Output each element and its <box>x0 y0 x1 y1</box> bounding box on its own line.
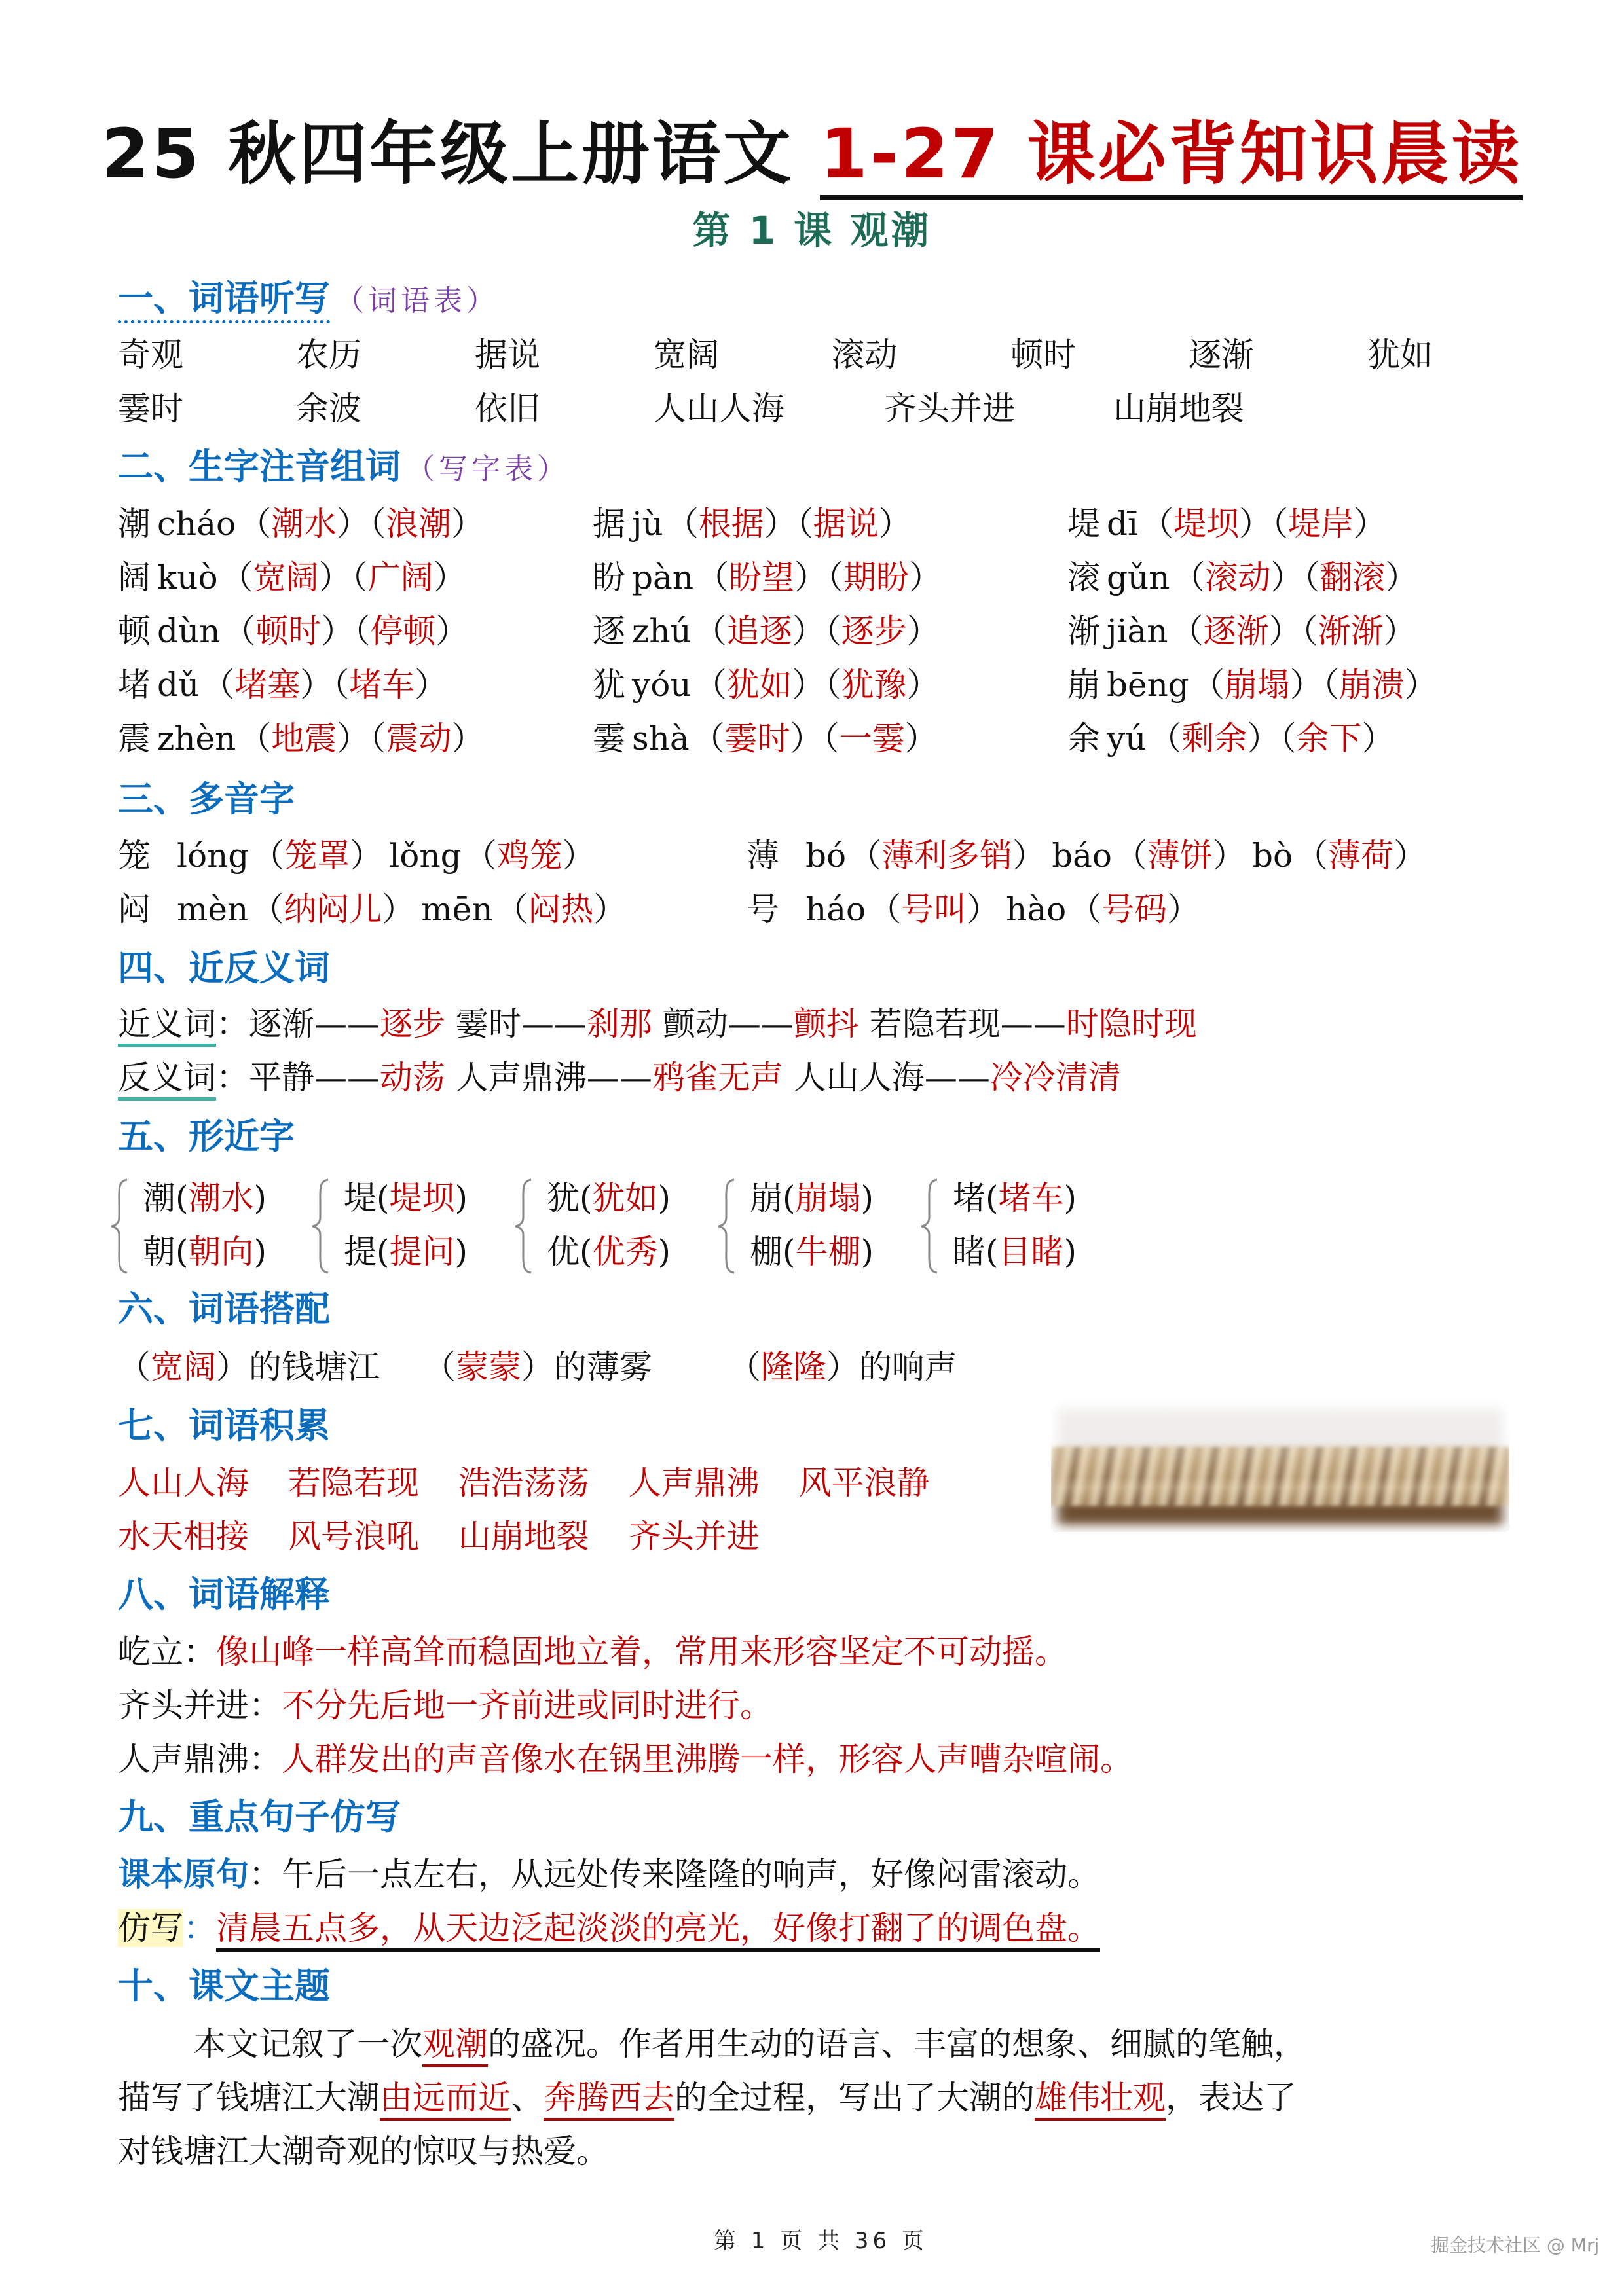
term: 齐头并进： <box>118 1686 282 1724</box>
word: 颤动 <box>662 1005 728 1043</box>
word: 优秀 <box>592 1233 658 1271</box>
group-bottom: 朝(朝向) <box>143 1233 267 1271</box>
word: 地震 <box>271 720 337 757</box>
word: 堤岸 <box>1288 505 1354 543</box>
text: 本文记叙了一次 <box>193 2025 422 2063</box>
word: 逐渐 <box>1189 336 1254 374</box>
word: 霎时 <box>455 1005 521 1043</box>
colon: ： <box>216 1005 249 1043</box>
text: 描写了钱塘江大潮 <box>118 2079 380 2117</box>
answer: 刹那 <box>586 1005 652 1043</box>
answer: 蒙蒙 <box>455 1348 521 1386</box>
definition: 像山峰一样高耸而稳固地立着，常用来形容坚定不可动摇。 <box>216 1633 1067 1671</box>
char: 顿 <box>118 612 151 650</box>
term: 人声鼎沸： <box>118 1740 282 1778</box>
tide-image <box>1051 1401 1509 1532</box>
answer: 宽阔 <box>151 1348 216 1386</box>
highlight: 由远而近 <box>380 2079 511 2121</box>
definition-row <box>118 1733 1133 1785</box>
word: 霎时 <box>118 390 183 428</box>
word: 犹豫 <box>841 666 907 704</box>
highlight: 奔腾西去 <box>544 2079 674 2121</box>
title-red: 1-27 课必背知识晨读 <box>820 114 1522 200</box>
definition-row <box>118 1626 1067 1678</box>
char: 犹 <box>547 1179 580 1217</box>
section-1-title: 一、词语听写 <box>118 278 330 323</box>
watermark: 掘金技术社区 @ Mrj <box>1431 2234 1600 2256</box>
word: 追逐 <box>726 612 792 650</box>
group-bottom: 优(优秀) <box>547 1233 671 1271</box>
word: 薄荷 <box>1328 837 1394 875</box>
word: 牛棚 <box>795 1233 861 1271</box>
pinyin: mēn <box>421 890 493 928</box>
pinyin: báo <box>1052 837 1113 875</box>
collocation-item: （宽阔）的钱塘江 <box>118 1348 380 1386</box>
section-2-title: 二、生字注音组词 <box>118 446 401 487</box>
word: 笼罩 <box>284 837 350 875</box>
highlight: 雄伟壮观 <box>1035 2079 1166 2121</box>
synonyms-row <box>118 998 1197 1050</box>
word: 齐头并进 <box>884 390 1015 428</box>
word: 滚动 <box>1205 558 1271 596</box>
original-label: 课本原句 <box>118 1855 249 1893</box>
word: 逐渐 <box>249 1005 314 1043</box>
dash: —— <box>586 1059 652 1097</box>
section-9-heading: 九、重点句子仿写 <box>118 1796 401 1838</box>
section-4-heading: 四、近反义词 <box>118 947 330 989</box>
pinyin: mèn <box>177 890 249 928</box>
word: 渐渐 <box>1318 612 1384 650</box>
pinyin-item: 潮 cháo（潮水）（浪潮） <box>118 505 485 543</box>
pinyin: dī <box>1107 505 1138 543</box>
pinyin: yú <box>1107 720 1147 757</box>
brace-icon <box>920 1177 940 1275</box>
section-2-heading <box>118 442 570 494</box>
char: 堤 <box>344 1179 377 1217</box>
word: 人山人海 <box>793 1059 925 1097</box>
group-top: 堤(堤坝) <box>344 1179 468 1217</box>
word: 盼望 <box>729 558 795 596</box>
page-title <box>0 111 1624 196</box>
imitation-row <box>118 1902 1100 1954</box>
polyphone-item: 薄 bó（薄利多销） báo（薄饼） bò（薄荷） <box>747 837 1427 875</box>
dash: —— <box>314 1059 380 1097</box>
idiom-row-2 <box>118 1510 760 1563</box>
brace-icon <box>514 1177 534 1275</box>
word: 据说 <box>475 336 540 374</box>
word: 滚动 <box>832 336 897 374</box>
definition: 不分先后地一齐前进或同时进行。 <box>282 1686 773 1724</box>
theme-line-3: 对钱塘江大潮奇观的惊叹与热爱。 <box>118 2132 609 2170</box>
char: 笼 <box>118 837 151 875</box>
char: 盼 <box>593 558 625 596</box>
word: 期盼 <box>843 558 910 596</box>
pinyin: yóu <box>632 666 692 704</box>
page-number: 第 1 页 共 36 页 <box>714 2228 928 2254</box>
brace-icon <box>110 1177 130 1275</box>
pinyin: hào <box>1006 890 1067 928</box>
pinyin-item: 滚 gǔn（滚动）（翻滚） <box>1067 558 1418 596</box>
text: ，表达了 <box>1166 2079 1297 2117</box>
char: 潮 <box>143 1179 175 1217</box>
pinyin: jiàn <box>1107 612 1168 650</box>
word: 潮水 <box>188 1179 254 1217</box>
imitation-label: 仿写 <box>118 1909 183 1947</box>
group-top: 犹(犹如) <box>547 1179 671 1217</box>
pinyin: shà <box>632 720 690 757</box>
group-bottom: 睹(目睹) <box>953 1233 1077 1271</box>
definition-row <box>118 1679 773 1732</box>
section-10-heading: 十、课文主题 <box>118 1965 330 2007</box>
char: 犹 <box>593 666 625 704</box>
word: 逐渐 <box>1203 612 1269 650</box>
theme-line-2 <box>118 2071 1297 2124</box>
word: 逐步 <box>841 612 907 650</box>
original-sentence-row <box>118 1848 1100 1901</box>
pinyin: lǒng <box>389 837 462 875</box>
char: 据 <box>593 505 625 543</box>
dash: —— <box>521 1005 587 1043</box>
char: 崩 <box>750 1179 783 1217</box>
pinyin-item: 据 jù（根据）（据说） <box>593 505 912 543</box>
word: 人声鼎沸 <box>455 1059 587 1097</box>
word: 农历 <box>296 336 361 374</box>
char: 薄 <box>747 837 779 875</box>
section-8-heading: 八、词语解释 <box>118 1574 330 1615</box>
idiom-row-1 <box>118 1457 930 1509</box>
text: 的盛况。作者用生动的语言、丰富的想象、细腻的笔触， <box>488 2025 1306 2063</box>
title-black: 25 秋四年级上册语文 <box>101 114 821 194</box>
phrase: 的响声 <box>858 1348 957 1386</box>
lesson-title: 第 1 课 观潮 <box>692 208 932 253</box>
word: 奇观 <box>118 336 183 374</box>
char: 余 <box>1067 720 1100 757</box>
collocation-item: （隆隆）的响声 <box>728 1348 957 1386</box>
answer: 隆隆 <box>760 1348 826 1386</box>
word: 潮水 <box>271 505 337 543</box>
term: 屹立： <box>118 1633 216 1671</box>
word: 宽阔 <box>654 336 719 374</box>
pinyin: háo <box>805 890 866 928</box>
dash: —— <box>314 1005 380 1043</box>
pinyin-item: 堵 dǔ（堵塞）（堵车） <box>118 666 448 704</box>
answer: 冷冷清清 <box>989 1059 1121 1097</box>
pinyin: dǔ <box>157 666 200 704</box>
highlight: 观潮 <box>422 2025 488 2067</box>
pinyin: pàn <box>632 558 694 596</box>
idiom: 人山人海 <box>118 1464 249 1502</box>
answer: 时隐时现 <box>1065 1005 1197 1043</box>
word: 薄利多销 <box>881 837 1013 875</box>
dash: —— <box>1000 1005 1066 1043</box>
polyphone-item: 笼 lóng（笼罩） lǒng（鸡笼） <box>118 837 595 875</box>
idiom: 风号浪吼 <box>287 1518 419 1556</box>
pinyin: zhèn <box>157 720 236 757</box>
word: 平静 <box>249 1059 314 1097</box>
pinyin-item: 霎 shà（霎时）（一霎） <box>593 720 938 757</box>
section-3-heading: 三、多音字 <box>118 778 295 820</box>
idiom: 齐头并进 <box>628 1518 760 1556</box>
pinyin-item: 渐 jiàn（逐渐）（渐渐） <box>1067 612 1416 650</box>
word: 依旧 <box>475 390 540 428</box>
word: 顿时 <box>255 612 322 650</box>
word: 犹如 <box>592 1179 658 1217</box>
tide-foam <box>1051 1447 1509 1506</box>
brace-icon <box>311 1177 331 1275</box>
answer: 动荡 <box>380 1059 445 1097</box>
word: 若隐若现 <box>869 1005 1001 1043</box>
word: 提问 <box>389 1233 455 1271</box>
char: 棚 <box>750 1233 783 1271</box>
word: 翻滚 <box>1320 558 1386 596</box>
word: 崩塌 <box>1224 666 1290 704</box>
pinyin: cháo <box>157 505 236 543</box>
word: 鸡笼 <box>496 837 563 875</box>
answer: 逐步 <box>380 1005 445 1043</box>
synonyms-label: 近义词 <box>118 1005 216 1047</box>
pinyin: bó <box>805 837 847 875</box>
collocation-item: （蒙蒙）的薄雾 <box>422 1348 652 1386</box>
idiom: 水天相接 <box>118 1518 249 1556</box>
word: 崩溃 <box>1338 666 1405 704</box>
char: 睹 <box>953 1233 986 1271</box>
answer: 颤抖 <box>793 1005 859 1043</box>
word: 堤坝 <box>1173 505 1239 543</box>
word: 宽阔 <box>253 558 319 596</box>
word: 顿时 <box>1010 336 1076 374</box>
word: 堵车 <box>349 666 415 704</box>
word: 据说 <box>813 505 879 543</box>
section-1-heading <box>118 274 499 326</box>
section-6-heading: 六、词语搭配 <box>118 1288 330 1330</box>
word: 薄饼 <box>1147 837 1213 875</box>
original-text: 午后一点左右，从远处传来隆隆的响声，好像闷雷滚动。 <box>282 1855 1100 1893</box>
char: 渐 <box>1067 612 1100 650</box>
pinyin-item: 犹 yóu（犹如）（犹豫） <box>593 666 940 704</box>
char: 潮 <box>118 505 151 543</box>
text: 的全过程，写出了大潮的 <box>674 2079 1035 2117</box>
section-1-note: （词语表） <box>335 284 499 318</box>
word: 闷热 <box>528 890 594 928</box>
word: 犹如 <box>1367 336 1433 374</box>
pinyin-item: 堤 dī（堤坝）（堤岸） <box>1067 505 1386 543</box>
char: 震 <box>118 720 151 757</box>
word: 霎时 <box>724 720 790 757</box>
group-bottom: 提(提问) <box>344 1233 468 1271</box>
collocation-row <box>118 1341 957 1393</box>
pinyin: kuò <box>157 558 218 596</box>
pinyin-item: 顿 dùn（顿时）（停顿） <box>118 612 469 650</box>
char: 霎 <box>593 720 625 757</box>
brace-icon <box>717 1177 737 1275</box>
char: 闷 <box>118 890 151 928</box>
word: 纳闷儿 <box>284 890 382 928</box>
char: 提 <box>344 1233 377 1271</box>
pinyin-item: 逐 zhú（追逐）（逐步） <box>593 612 940 650</box>
phrase: 的薄雾 <box>553 1348 652 1386</box>
dash: —— <box>728 1005 794 1043</box>
char: 堤 <box>1067 505 1100 543</box>
text: 、 <box>511 2079 544 2117</box>
char: 堵 <box>953 1179 986 1217</box>
pinyin: zhú <box>632 612 692 650</box>
word: 目睹 <box>998 1233 1064 1271</box>
word: 崩塌 <box>795 1179 861 1217</box>
word: 朝向 <box>188 1233 254 1271</box>
pinyin: bò <box>1252 837 1293 875</box>
pinyin: bēng <box>1107 666 1189 704</box>
section-7-heading: 七、词语积累 <box>118 1405 330 1446</box>
word: 余下 <box>1296 720 1362 757</box>
colon: ： <box>216 1059 249 1097</box>
dash: —— <box>924 1059 990 1097</box>
idiom: 山崩地裂 <box>458 1518 589 1556</box>
pinyin: lóng <box>177 837 249 875</box>
word: 广阔 <box>367 558 434 596</box>
pinyin-item: 余 yú（剩余）（余下） <box>1067 720 1395 757</box>
phrase: 的钱塘江 <box>249 1348 380 1386</box>
word: 号叫 <box>901 890 967 928</box>
antonyms-label: 反义词 <box>118 1059 216 1101</box>
pinyin: dùn <box>157 612 221 650</box>
answer: 鸦雀无声 <box>652 1059 783 1097</box>
word: 震动 <box>386 720 452 757</box>
imitation-text: 清晨五点多，从天边泛起淡淡的亮光，好像打翻了的调色盘。 <box>216 1909 1100 1952</box>
group-top: 堵(堵车) <box>953 1179 1077 1217</box>
char: 崩 <box>1067 666 1100 704</box>
pinyin-item: 盼 pàn（盼望）（期盼） <box>593 558 942 596</box>
word: 堤坝 <box>389 1179 455 1217</box>
theme-line-1 <box>193 2018 1306 2070</box>
definition: 人群发出的声音像水在锅里沸腾一样，形容人声嘈杂喧闹。 <box>282 1740 1133 1778</box>
word: 堵车 <box>998 1179 1064 1217</box>
group-top: 潮(潮水) <box>143 1179 267 1217</box>
word: 停顿 <box>370 612 436 650</box>
section-5-heading: 五、形近字 <box>118 1116 295 1157</box>
char: 号 <box>747 890 779 928</box>
word: 号码 <box>1101 890 1168 928</box>
char: 优 <box>547 1233 580 1271</box>
idiom: 人声鼎沸 <box>628 1464 760 1502</box>
char: 滚 <box>1067 558 1100 596</box>
word: 余波 <box>296 390 361 428</box>
polyphone-item: 闷 mèn（纳闷儿） mēn（闷热） <box>118 890 627 928</box>
word: 人山人海 <box>654 390 784 428</box>
colon: ： <box>183 1909 216 1947</box>
char: 朝 <box>143 1233 175 1271</box>
antonyms-row <box>118 1051 1121 1104</box>
group-bottom: 棚(牛棚) <box>750 1233 874 1271</box>
word: 犹如 <box>726 666 792 704</box>
idiom: 若隐若现 <box>287 1464 419 1502</box>
char: 阔 <box>118 558 151 596</box>
char: 堵 <box>118 666 151 704</box>
pinyin: gǔn <box>1107 558 1170 596</box>
pinyin: jù <box>632 505 663 543</box>
polyphone-item: 号 háo（号叫） hào（号码） <box>747 890 1200 928</box>
pinyin-item: 阔 kuò（宽阔）（广阔） <box>118 558 466 596</box>
char: 逐 <box>593 612 625 650</box>
word: 山崩地裂 <box>1113 390 1244 428</box>
section-2-note: （写字表） <box>406 452 570 486</box>
word: 剩余 <box>1181 720 1247 757</box>
word: 一霎 <box>839 720 905 757</box>
word: 堵塞 <box>234 666 301 704</box>
group-top: 崩(崩塌) <box>750 1179 874 1217</box>
colon: ： <box>249 1855 282 1893</box>
word: 浪潮 <box>386 505 452 543</box>
pinyin-item: 崩 bēng（崩塌）（崩溃） <box>1067 666 1437 704</box>
idiom: 风平浪静 <box>798 1464 930 1502</box>
word: 根据 <box>698 505 764 543</box>
pinyin-item: 震 zhèn（地震）（震动） <box>118 720 485 757</box>
idiom: 浩浩荡荡 <box>458 1464 589 1502</box>
